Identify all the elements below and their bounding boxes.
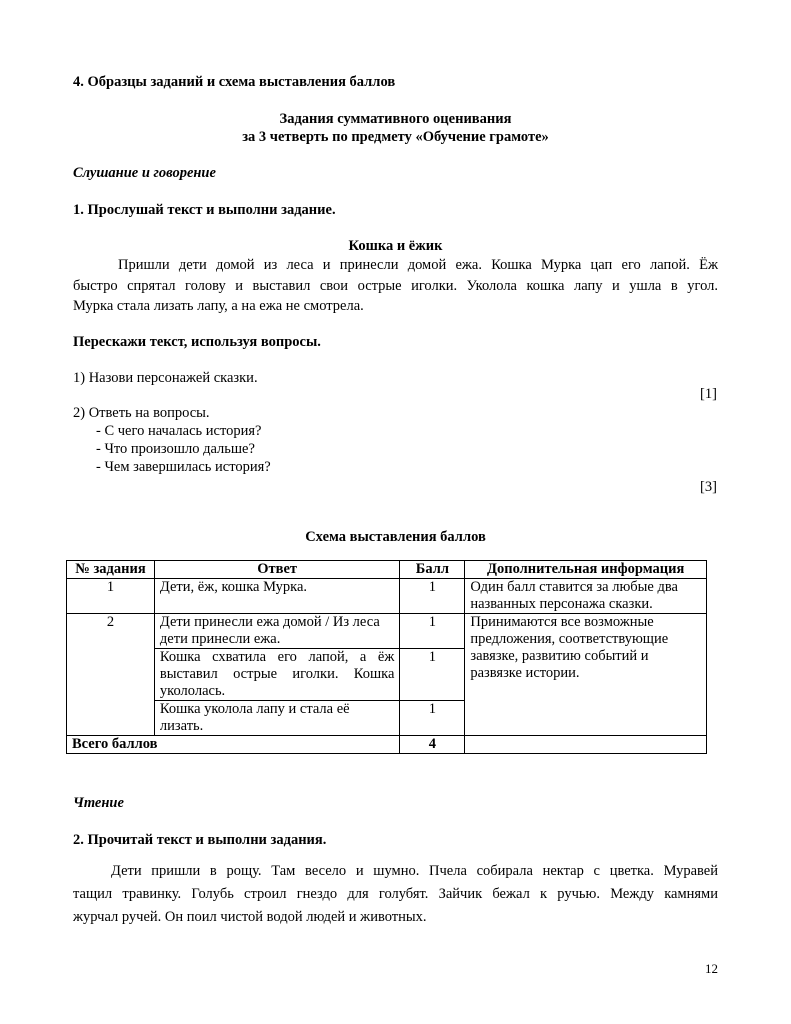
section-heading: 4. Образцы заданий и схема выставления баллов — [73, 74, 396, 90]
reading-heading: Чтение — [73, 795, 124, 811]
row2-score-3: 1 — [400, 701, 465, 736]
scheme-title: Схема выставления баллов — [305, 529, 486, 545]
total-label: Всего баллов — [67, 736, 400, 754]
header-score: Балл — [400, 561, 465, 579]
scoring-table — [66, 560, 707, 754]
task2-text-line: тащил травинку. Голубь строил гнездо для голубят. Зайчик бежал к ручью. Между камнями — [73, 886, 718, 902]
row1-answer: Дети, ёж, кошка Мурка. — [154, 579, 399, 614]
question-1: 1) Назови персонажей сказки. — [73, 370, 258, 386]
row1-score: 1 — [400, 579, 465, 614]
task2-text-line: Дети пришли в рощу. Там весело и шумно. Пчела собирала нектар с цветка. Муравей — [111, 863, 718, 879]
row1-info: Один балл ставится за любые два названных персонажа сказки. — [465, 579, 707, 614]
row2-answer-2: Кошка схватила его лапой, а ёж выставил острые иголки. Кошка укололась. — [154, 649, 399, 701]
header-additional-info: Дополнительная информация — [465, 561, 707, 579]
title-line-1: Задания суммативного оценивания — [279, 111, 512, 127]
total-value: 4 — [400, 736, 465, 754]
question-2-item: - Что произошло дальше? — [96, 441, 255, 457]
question-1-score: [1] — [700, 386, 717, 402]
header-task-number: № задания — [67, 561, 155, 579]
task1-instruction: Перескажи текст, используя вопросы. — [73, 334, 321, 350]
table-row — [67, 614, 707, 649]
task1-heading: 1. Прослушай текст и выполни задание. — [73, 202, 336, 218]
row2-info: Принимаются все возможные предложения, соответствующие завязке, развитию событий и развязке истории. — [465, 614, 707, 736]
task2-text — [73, 860, 718, 929]
total-info-empty — [465, 736, 707, 754]
question-2-item: - Чем завершилась история? — [96, 459, 271, 475]
task2-text-line: журчал ручей. Он поил чистой водой людей и животных. — [73, 909, 427, 925]
story-line: быстро спрятал голову и выставил свои острые иголки. Уколола кошка лапу и ушла в угол. — [73, 277, 718, 294]
task2-heading: 2. Прочитай текст и выполни задания. — [73, 832, 327, 848]
story-title: Кошка и ёжик — [348, 238, 443, 254]
row1-task-number: 1 — [67, 579, 155, 614]
table-total-row — [67, 736, 707, 754]
question-2-item: - С чего началась история? — [96, 423, 262, 439]
row2-score-1: 1 — [400, 614, 465, 649]
question-2: 2) Ответь на вопросы. — [73, 405, 210, 421]
title-line-2: за 3 четверть по предмету «Обучение грамоте» — [242, 129, 549, 145]
row2-answer-3: Кошка уколола лапу и стала её лизать. — [154, 701, 399, 736]
table-row — [67, 579, 707, 614]
story-line: Мурка стала лизать лапу, а на ежа не смотрела. — [73, 298, 364, 314]
row2-answer-1: Дети принесли ежа домой / Из леса дети принесли ежа. — [154, 614, 399, 649]
question-2-score: [3] — [700, 479, 717, 495]
story-text — [73, 255, 718, 317]
page-number: 12 — [705, 961, 718, 976]
row2-score-2: 1 — [400, 649, 465, 701]
table-header-row — [67, 561, 707, 579]
header-answer: Ответ — [154, 561, 399, 579]
story-line: Пришли дети домой из леса и принесли домой ежа. Кошка Мурка цап его лапой. Ёж — [118, 257, 718, 273]
listening-heading: Слушание и говорение — [73, 165, 216, 181]
row2-task-number: 2 — [67, 614, 155, 736]
